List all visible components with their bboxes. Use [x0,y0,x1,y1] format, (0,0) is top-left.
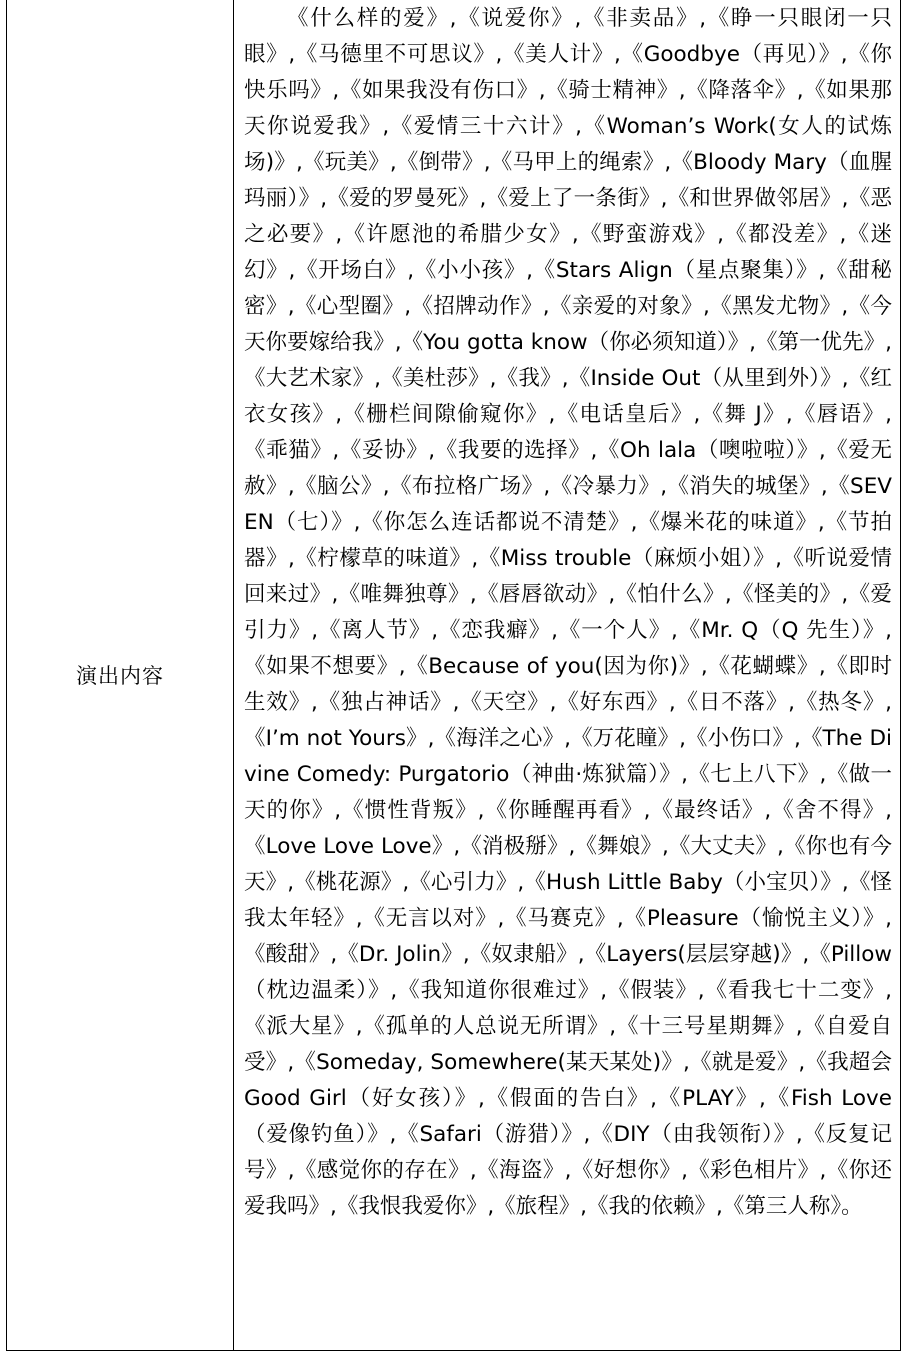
row-label: 演出内容 [76,663,164,688]
row-label-cell [7,0,233,1350]
performance-content-cell: 《什么样的爱》,《说爱你》,《非卖品》,《睁一只眼闭一只眼》,《马德里不可思议》,《美人计》,《Goodbye（再见）》,《你快乐吗》,《如果我没有伤口》,《骑士精神》,《降落伞》,《如果那天你说爱我》,《爱情三十六计》,《Woman’s Work(女人的试炼场)》,《玩美》,《倒带》,《马甲上的绳索》,《Bloody Mary（血腥玛丽）》,《爱的罗曼死》,《爱上了一条街》,《和世界做邻居》,《恶之必要》,《许愿池的希腊少女》,《野蛮游戏》,《都没差》,《迷幻》,《开场白》,《小小孩》,《Stars Align（星点聚集）》,《甜秘密》,《心型圈》,《招牌动作》,《亲爱的对象》,《黑发尤物》,《今天你要嫁给我》,《You gotta know（你必须知道）》,《第一优先》,《大艺术家》,《美杜莎》,《我》,《Inside Out（从里到外）》,《红衣女孩》,《栅栏间隙偷窥你》,《电话皇后》,《舞 J》,《唇语》,《乖猫》,《妥协》,《我要的选择》,《Oh lala（噢啦啦）》,《爱无赦》,《脑公》,《布拉格广场》,《冷暴力》,《消失的城堡》,《SEVEN（七）》,《你怎么连话都说不清楚》,《爆米花的味道》,《节拍器》,《柠檬草的味道》,《Miss trouble（麻烦小姐）》,《听说爱情回来过》,《唯舞独尊》,《唇唇欲动》,《怕什么》,《怪美的》,《爱引力》,《离人节》,《恋我癖》,《一个人》,《Mr. Q（Q 先生）》,《如果不想要》,《Because of you(因为你)》,《花蝴蝶》,《即时生效》,《独占神话》,《天空》,《好东西》,《日不落》,《热冬》,《I’m not Yours》,《海洋之心》,《万花瞳》,《小伤口》,《The Divine Comedy: Purgatorio（神曲·炼狱篇）》,《七上八下》,《做一天的你》,《惯性背叛》,《你睡醒再看》,《最终话》,《舍不得》,《Love Love Love》,《消极掰》,《舞娘》,《大丈夫》,《你也有今天》,《桃花源》,《心引力》,《Hush Little Baby（小宝贝）》,《怪我太年轻》,《无言以对》,《马赛克》,《Pleasure（愉悦主义）》,《酸甜》,《Dr. Jolin》,《奴隶船》,《Layers(层层穿越)》,《Pillow（枕边温柔）》,《我知道你很难过》,《假装》,《看我七十二变》,《派大星》,《孤单的人总说无所谓》,《十三号星期舞》,《自爱自受》,《Someday, Somewhere(某天某处)》,《就是爱》,《我超会 Good Girl（好女孩）》,《假面的告白》,《PLAY》,《Fish Love（爱像钓鱼）》,《Safari（游猎）》,《DIY（由我领衔）》,《反复记号》,《感觉你的存在》,《海盗》,《好想你》,《彩色相片》,《你还爱我吗》,《我恨我爱你》,《旅程》,《我的依赖》,《第三人称》。 [244,6,892,1219]
performance-table [6,0,901,1351]
column-divider [233,0,234,1350]
